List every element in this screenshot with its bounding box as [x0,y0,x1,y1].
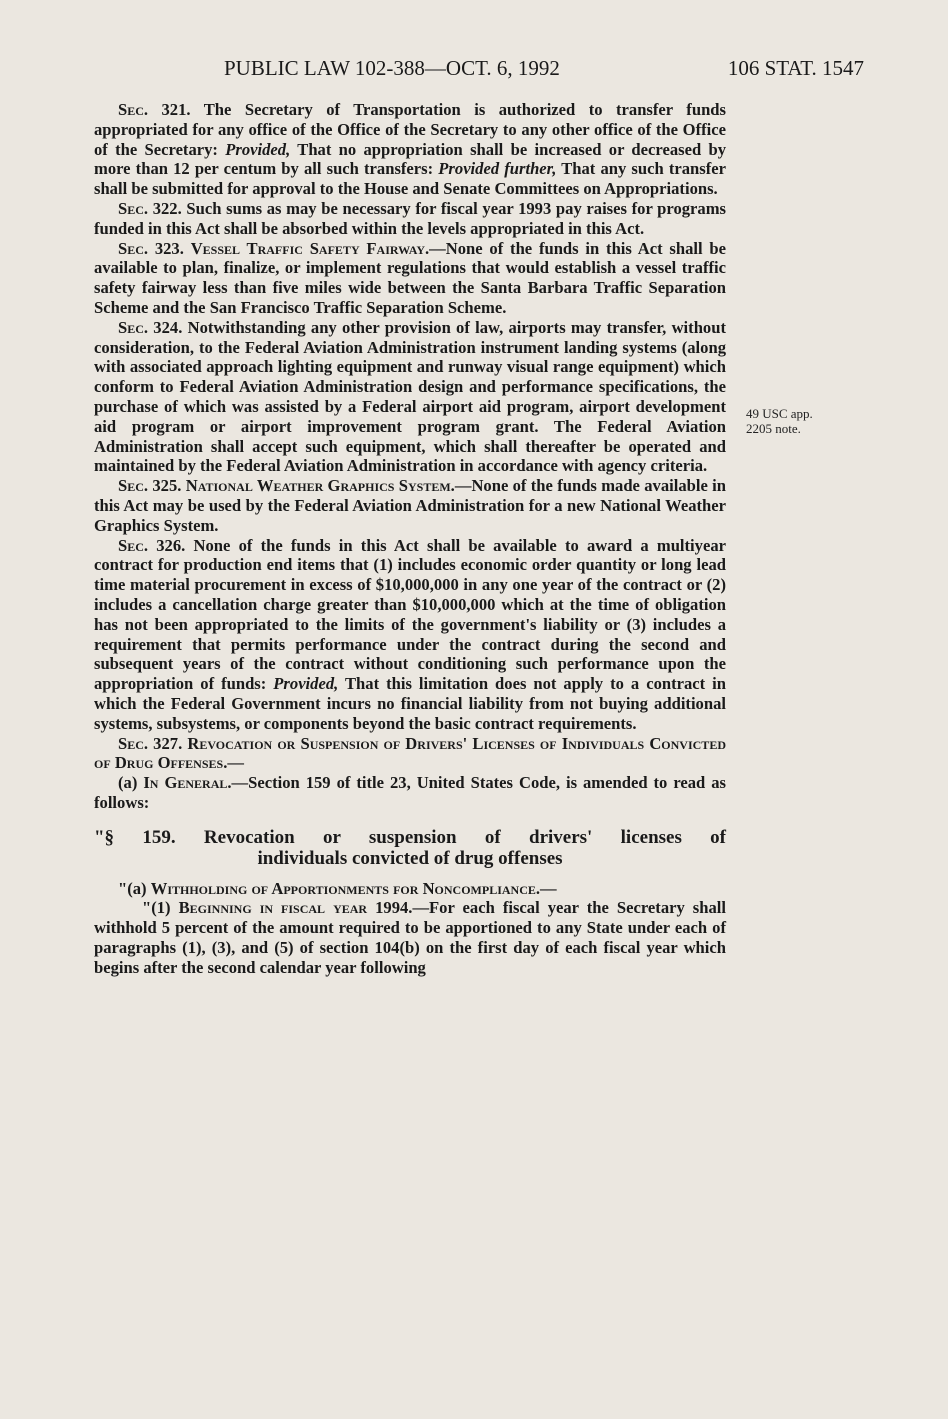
section-heading: Revocation or Suspension of Drivers' Licenses of Individuals Convicted of Drug Offenses. [94,733,726,773]
statute-page-number: 106 STAT. 1547 [727,56,864,80]
margin-note-line: 49 USC app. [746,406,813,421]
section-label: Sec. 326. [118,535,186,555]
paragraph-1: "(1) Beginning in fiscal year 1994.—For each fiscal year the Secretary shall withhold 5 percent of the amount required to be apportioned to any State under each of paragraphs (1), (3), and (5) of section 104(b) on the first day of each fiscal year which begins after the second calendar year following [94,898,726,977]
section-327: Sec. 327. Revocation or Suspension of Drivers' Licenses of Individuals Convicted of Drug Offenses.— [94,733,726,773]
paragraph-a: "(a) Withholding of Apportionments for Noncompliance.— [118,878,557,898]
section-159-title-line: individuals convicted of drug offenses [257,847,563,869]
section-323: Sec. 323. Vessel Traffic Safety Fairway.—None of the funds in this Act shall be available to plan, finalize, or implement regulations that would establish a vessel traffic safety fairway less than five miles wide between the Santa Barbara Traffic Separation Scheme and the San Francisco Traffic Separation Scheme. [94,238,726,317]
paragraph-heading: Beginning in fiscal year 1994. [178,898,413,918]
proviso: Provided, [225,139,291,159]
page-title: PUBLIC LAW 102-388—OCT. 6, 1992 [224,56,560,80]
proviso: Provided, [273,674,339,694]
section-159-title-line: "§ 159. Revocation or suspension of drivers' licenses of [94,826,726,848]
paragraph-heading: Withholding of Apportionments for Noncompliance. [150,878,541,898]
subsection-heading: In General. [143,773,232,793]
subsection-a: (a) In General.—Section 159 of title 23, United States Code, is amended to read as follows: [94,773,727,812]
section-label: Sec. 324. [118,317,183,337]
section-label: Sec. 325. [118,476,182,496]
margin-note-line: 2205 note. [746,421,801,436]
section-325: Sec. 325. National Weather Graphics System.—None of the funds made available in this Act may be used by the Federal Aviation Administration for a new National Weather Graphics System. [94,476,726,535]
section-324: Sec. 324. Notwithstanding any other provision of law, airports may transfer, without consideration, to the Federal Aviation Administration instrument landing systems (along with associated approach lighting equipment and runway visual range equipment) which conform to Federal Aviation Administration design and performance specifications, the purchase of which was assisted by a Federal airport aid program, airport development aid program or airport improvement program grant. The Federal Aviation Administration shall accept such equipment, which shall thereafter be operated and maintained by the Federal Aviation Administration in accordance with agency criteria. [94,317,726,476]
section-321: Sec. 321. The Secretary of Transportation is authorized to transfer funds appropriated for any office of the Office of the Secretary to any other office of the Office of the Secretary: Provided, That no appropriation shall be increased or decreased by more than 12 per centum by all such transfers: Provided further, That any such transfer shall be submitted for approval to the House and Senate Committees on Appropriations. [94,100,727,199]
section-label: Sec. 322. [118,198,182,218]
section-heading: National Weather Graphics System. [185,476,455,496]
document-body [94,100,726,978]
section-label: Sec. 327. [118,733,183,753]
section-heading: Vessel Traffic Safety Fairway. [190,238,430,258]
section-322: Sec. 322. Such sums as may be necessary for fiscal year 1993 pay raises for programs funded in this Act shall be absorbed within the levels appropriated in this Act. [94,198,726,238]
proviso: Provided further, [438,159,557,179]
section-label: Sec. 321. [118,100,191,119]
section-label: Sec. 323. [118,238,184,258]
margin-note [746,406,856,436]
section-159-title [94,827,726,869]
section-326: Sec. 326. None of the funds in this Act shall be available to award a multiyear contract for production end items that (1) includes economic order quantity or long lead time material procurement in excess of $10,000,000 in any one year of the contract or (2) includes a cancellation charge greater than $10,000,000 which at the time of obligation has not been appropriated to the limits of the government's liability or (3) includes a requirement that permits performance under the contract during the second and subsequent years of the contract without conditioning such performance upon the appropriation of funds: Provided, That this limitation does not apply to a contract in which the Federal Government incurs no financial liability from not buying additional systems, subsystems, or components beyond the basic contract requirements. [94,535,727,733]
